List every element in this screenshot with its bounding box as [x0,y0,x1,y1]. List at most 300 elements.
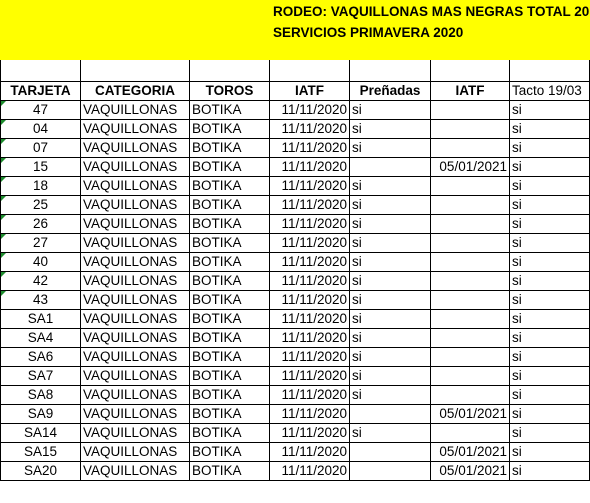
cell-tacto[interactable] [510,195,590,214]
error-indicator-icon[interactable] [1,196,6,201]
cell-tarjeta-value: SA7 [27,368,54,383]
cell-toros[interactable] [190,195,270,214]
cell-tacto[interactable] [510,214,590,233]
cell-categoria[interactable] [81,233,190,252]
cell-iatf[interactable] [270,233,350,252]
cell-tacto-value: si [512,121,522,136]
cell-tarjeta[interactable] [1,195,81,214]
cell-toros[interactable] [190,423,270,442]
cell-toros[interactable] [190,290,270,309]
cell-iatf-second[interactable] [431,347,510,366]
cell-tarjeta-value: 04 [32,121,49,136]
cell-categoria[interactable] [81,309,190,328]
cell-tarjeta-value: 25 [32,197,49,212]
cell-prenadas-value: si [352,121,362,136]
cell-categoria[interactable] [81,290,190,309]
cell-tacto[interactable] [510,138,590,157]
header-tarjeta[interactable]: TARJETA [1,81,81,100]
cell-iatf-value: 11/11/2020 [281,330,347,345]
cell-tacto-value: si [512,102,522,117]
cell-prenadas-value: si [352,387,362,402]
cell-prenadas[interactable] [350,271,431,290]
table-body [1,100,590,480]
error-indicator-icon[interactable] [1,101,6,106]
cell-toros[interactable] [190,100,270,119]
cell-categoria[interactable] [81,176,190,195]
cell-tacto-value: si [512,197,522,212]
cell-categoria-value: VAQUILLONAS [83,159,178,174]
cell-prenadas-value: si [352,311,362,326]
cell-prenadas[interactable] [350,157,431,176]
cell-iatf-second-value: 05/01/2021 [439,463,507,478]
cell-iatf-second[interactable] [431,366,510,385]
cell-toros[interactable] [190,214,270,233]
header-categoria[interactable]: CATEGORIA [81,81,190,100]
cell-iatf-second[interactable] [431,442,510,461]
cell-tarjeta-value: 07 [32,140,49,155]
table-row [1,328,590,347]
cell-toros-value: BOTIKA [192,349,242,364]
cell-prenadas[interactable] [350,252,431,271]
cell-tarjeta[interactable] [1,233,81,252]
error-indicator-icon[interactable] [1,158,6,163]
cell-tacto-value: si [512,349,522,364]
cell-prenadas-value: si [352,425,362,440]
cell-tacto[interactable] [510,423,590,442]
cell-tacto-value: si [512,311,522,326]
cell-tacto-value: si [512,273,522,288]
cell-tarjeta-value: 43 [32,292,49,307]
cell-categoria-value: VAQUILLONAS [83,311,178,326]
cell-categoria-value: VAQUILLONAS [83,425,178,440]
cell-tacto-value: si [512,444,522,459]
cell-toros[interactable] [190,385,270,404]
table-row [1,214,590,233]
cell-prenadas[interactable] [350,195,431,214]
cell-tarjeta[interactable] [1,366,81,385]
cell-tarjeta[interactable] [1,157,81,176]
cell-tarjeta[interactable] [1,328,81,347]
cell-prenadas[interactable] [350,347,431,366]
cell-toros-value: BOTIKA [192,159,242,174]
cell-toros[interactable] [190,176,270,195]
error-indicator-icon[interactable] [1,272,6,277]
cell-iatf[interactable] [270,176,350,195]
cell-tacto[interactable] [510,385,590,404]
cell-tarjeta[interactable] [1,252,81,271]
cell-toros-value: BOTIKA [192,406,242,421]
cell-toros-value: BOTIKA [192,292,242,307]
cell-iatf-value: 11/11/2020 [281,425,347,440]
cell-tarjeta-value: 27 [32,235,49,250]
cell-prenadas[interactable] [350,461,431,480]
cell-categoria[interactable] [81,271,190,290]
cell-iatf-value: 11/11/2020 [281,140,347,155]
cell-prenadas[interactable] [350,100,431,119]
cell-categoria-value: VAQUILLONAS [83,121,178,136]
cell-toros-value: BOTIKA [192,311,242,326]
table-row [1,100,590,119]
cell-categoria-value: VAQUILLONAS [83,368,178,383]
cell-toros[interactable] [190,366,270,385]
cell-iatf-second-value: 05/01/2021 [439,406,507,421]
cell-prenadas-value: si [352,273,362,288]
cell-tacto-value: si [512,216,522,231]
cell-categoria[interactable] [81,157,190,176]
empty-cell[interactable] [190,60,270,81]
error-indicator-icon[interactable] [1,177,6,182]
cell-iatf[interactable] [270,328,350,347]
cell-iatf[interactable] [270,404,350,423]
table-row [1,271,590,290]
cell-categoria[interactable] [81,214,190,233]
cell-iatf-second[interactable] [431,328,510,347]
cell-prenadas-value: si [352,216,362,231]
cell-tacto-value: si [512,463,522,478]
cell-toros-value: BOTIKA [192,140,242,155]
cell-tarjeta[interactable] [1,442,81,461]
cell-iatf[interactable] [270,385,350,404]
header-iatf[interactable]: IATF [270,81,350,100]
cell-tarjeta-value: SA6 [27,349,54,364]
cell-tarjeta-value: SA15 [23,444,58,459]
cell-tacto-value: si [512,140,522,155]
cell-iatf-second[interactable] [431,309,510,328]
cell-iatf-value: 11/11/2020 [281,178,347,193]
cell-iatf[interactable] [270,461,350,480]
cell-iatf[interactable] [270,157,350,176]
cell-tacto[interactable] [510,366,590,385]
cell-toros-value: BOTIKA [192,368,242,383]
cell-tacto[interactable] [510,271,590,290]
cell-iatf-value: 11/11/2020 [281,368,347,383]
cell-toros-value: BOTIKA [192,121,242,136]
cell-prenadas-value: si [352,178,362,193]
cell-categoria-value: VAQUILLONAS [83,140,178,155]
cell-iatf-second[interactable] [431,252,510,271]
cell-categoria-value: VAQUILLONAS [83,406,178,421]
cell-tarjeta-value: 47 [32,102,49,117]
cell-tarjeta-value: SA8 [27,387,54,402]
cell-toros[interactable] [190,252,270,271]
cell-iatf[interactable] [270,100,350,119]
cell-toros-value: BOTIKA [192,387,242,402]
cell-iatf[interactable] [270,309,350,328]
cell-iatf-value: 11/11/2020 [281,159,347,174]
cell-prenadas[interactable] [350,176,431,195]
blank-row [1,60,590,81]
cell-tacto-value: si [512,425,522,440]
cell-tarjeta[interactable] [1,385,81,404]
cell-toros[interactable] [190,138,270,157]
cell-iatf[interactable] [270,214,350,233]
cell-iatf[interactable] [270,366,350,385]
header-iatf-second[interactable]: IATF [431,81,510,100]
cell-categoria[interactable] [81,461,190,480]
cell-iatf-second[interactable] [431,423,510,442]
cell-toros[interactable] [190,404,270,423]
cell-prenadas[interactable] [350,138,431,157]
cell-tarjeta-value: 42 [32,273,49,288]
cell-tarjeta[interactable] [1,271,81,290]
cell-iatf-second[interactable] [431,290,510,309]
cell-iatf-value: 11/11/2020 [281,387,347,402]
cell-categoria-value: VAQUILLONAS [83,216,178,231]
cell-categoria[interactable] [81,347,190,366]
cell-tacto[interactable] [510,233,590,252]
cell-tacto-value: si [512,235,522,250]
cell-tacto-value: si [512,178,522,193]
cell-toros[interactable] [190,309,270,328]
cell-toros-value: BOTIKA [192,463,242,478]
cell-categoria[interactable] [81,404,190,423]
cell-iatf-second[interactable] [431,100,510,119]
cell-tarjeta[interactable] [1,347,81,366]
cell-categoria[interactable] [81,138,190,157]
header-prenadas[interactable]: Preñadas [350,81,431,100]
empty-cell[interactable] [431,60,510,81]
cell-categoria[interactable] [81,442,190,461]
cell-iatf[interactable] [270,138,350,157]
cell-prenadas-value: si [352,140,362,155]
cell-prenadas[interactable] [350,214,431,233]
cell-tacto-value: si [512,406,522,421]
cell-iatf-value: 11/11/2020 [281,292,347,307]
cell-prenadas[interactable] [350,328,431,347]
cell-tacto[interactable] [510,328,590,347]
cell-prenadas[interactable] [350,233,431,252]
empty-cell[interactable] [510,60,590,81]
error-indicator-icon[interactable] [1,291,6,296]
cell-iatf-second[interactable] [431,157,510,176]
cell-categoria-value: VAQUILLONAS [83,273,178,288]
title-banner [0,0,590,60]
cell-tarjeta[interactable] [1,404,81,423]
cell-tarjeta[interactable] [1,290,81,309]
table-row [1,119,590,138]
cell-tarjeta-value: SA9 [27,406,54,421]
cell-categoria-value: VAQUILLONAS [83,178,178,193]
cell-tarjeta[interactable] [1,176,81,195]
cell-prenadas[interactable] [350,309,431,328]
table-row [1,252,590,271]
cell-iatf[interactable] [270,423,350,442]
cell-toros-value: BOTIKA [192,444,242,459]
cell-prenadas[interactable] [350,119,431,138]
cell-toros[interactable] [190,233,270,252]
cell-iatf-second[interactable] [431,385,510,404]
cell-prenadas-value: si [352,330,362,345]
error-indicator-icon[interactable] [1,120,6,125]
cell-toros[interactable] [190,347,270,366]
cell-tacto[interactable] [510,404,590,423]
header-row [1,81,590,100]
cell-iatf[interactable] [270,119,350,138]
cell-iatf[interactable] [270,252,350,271]
cell-tacto-value: si [512,387,522,402]
header-tacto[interactable]: Tacto 19/03 [510,81,590,100]
cell-iatf-value: 11/11/2020 [281,311,347,326]
table-row [1,404,590,423]
cell-toros[interactable] [190,328,270,347]
cell-categoria[interactable] [81,385,190,404]
cell-categoria[interactable] [81,119,190,138]
table-row [1,442,590,461]
cell-toros-value: BOTIKA [192,197,242,212]
cell-iatf-second[interactable] [431,404,510,423]
table-row [1,423,590,442]
cell-categoria[interactable] [81,423,190,442]
cell-toros[interactable] [190,461,270,480]
cell-categoria-value: VAQUILLONAS [83,330,178,345]
cell-prenadas[interactable] [350,366,431,385]
cell-iatf-second[interactable] [431,271,510,290]
cell-categoria[interactable] [81,100,190,119]
cell-tarjeta[interactable] [1,309,81,328]
table-row [1,347,590,366]
cell-prenadas-value: si [352,102,362,117]
cell-tarjeta-value: SA1 [27,311,54,326]
cell-prenadas[interactable] [350,404,431,423]
cell-categoria-value: VAQUILLONAS [83,254,178,269]
cell-prenadas[interactable] [350,442,431,461]
error-indicator-icon[interactable] [1,215,6,220]
cell-iatf-second[interactable] [431,119,510,138]
cell-toros[interactable] [190,119,270,138]
cell-tacto-value: si [512,159,522,174]
cell-iatf-value: 11/11/2020 [281,349,347,364]
cell-prenadas[interactable] [350,423,431,442]
cell-prenadas-value: si [352,292,362,307]
cell-iatf-value: 11/11/2020 [281,254,347,269]
cell-tarjeta[interactable] [1,461,81,480]
cell-iatf-value: 11/11/2020 [281,235,347,250]
cell-categoria-value: VAQUILLONAS [83,292,178,307]
empty-cell[interactable] [350,60,431,81]
cell-categoria-value: VAQUILLONAS [83,444,178,459]
cell-categoria[interactable] [81,252,190,271]
cell-iatf-value: 11/11/2020 [281,102,347,117]
cell-toros-value: BOTIKA [192,330,242,345]
cell-tarjeta-value: SA4 [27,330,54,345]
empty-cell[interactable] [1,60,81,81]
table-row [1,290,590,309]
cell-toros-value: BOTIKA [192,102,242,117]
table-row [1,366,590,385]
table-row [1,176,590,195]
table-row [1,461,590,480]
cell-iatf-value: 11/11/2020 [281,444,347,459]
cell-iatf-second[interactable] [431,138,510,157]
cell-categoria[interactable] [81,195,190,214]
cell-iatf[interactable] [270,271,350,290]
cell-iatf-second[interactable] [431,461,510,480]
cell-iatf-value: 11/11/2020 [281,463,347,478]
cell-categoria-value: VAQUILLONAS [83,197,178,212]
cell-iatf-second[interactable] [431,176,510,195]
cell-toros[interactable] [190,271,270,290]
cell-tacto[interactable] [510,309,590,328]
error-indicator-icon[interactable] [1,234,6,239]
cell-toros-value: BOTIKA [192,254,242,269]
error-indicator-icon[interactable] [1,139,6,144]
cell-categoria[interactable] [81,328,190,347]
table-row [1,138,590,157]
cell-iatf[interactable] [270,290,350,309]
cell-tacto[interactable] [510,442,590,461]
cell-iatf[interactable] [270,442,350,461]
cell-toros-value: BOTIKA [192,273,242,288]
cell-tacto[interactable] [510,119,590,138]
cell-iatf-second-value: 05/01/2021 [439,159,507,174]
cell-iatf-value: 11/11/2020 [281,121,347,136]
cell-iatf-value: 11/11/2020 [281,406,347,421]
cell-prenadas-value: si [352,235,362,250]
cell-toros[interactable] [190,157,270,176]
table-row [1,157,590,176]
cell-tarjeta-value: 40 [32,254,49,269]
cell-iatf[interactable] [270,347,350,366]
cell-categoria-value: VAQUILLONAS [83,349,178,364]
table-row [1,309,590,328]
cell-prenadas[interactable] [350,385,431,404]
cell-prenadas[interactable] [350,290,431,309]
cell-toros-value: BOTIKA [192,216,242,231]
cell-categoria-value: VAQUILLONAS [83,463,178,478]
cell-tacto-value: si [512,330,522,345]
cell-tacto-value: si [512,254,522,269]
cell-tarjeta[interactable] [1,100,81,119]
cell-tarjeta[interactable] [1,138,81,157]
cell-tacto[interactable] [510,461,590,480]
empty-cell[interactable] [81,60,190,81]
cell-tacto[interactable] [510,157,590,176]
error-indicator-icon[interactable] [1,253,6,258]
cell-tacto[interactable] [510,347,590,366]
cell-iatf-second-value: 05/01/2021 [439,444,507,459]
cell-tarjeta-value: 26 [32,216,49,231]
cell-tacto[interactable] [510,100,590,119]
empty-cell[interactable] [270,60,350,81]
sheet-subtitle: SERVICIOS PRIMAVERA 2020 [273,25,464,40]
cattle-table [0,60,590,481]
cell-toros[interactable] [190,442,270,461]
cell-categoria[interactable] [81,366,190,385]
cell-tacto-value: si [512,292,522,307]
cell-categoria-value: VAQUILLONAS [83,235,178,250]
cell-categoria-value: VAQUILLONAS [83,102,178,117]
cell-tacto[interactable] [510,252,590,271]
cell-tarjeta[interactable] [1,423,81,442]
cell-iatf-second[interactable] [431,195,510,214]
cell-tacto-value: si [512,368,522,383]
cell-iatf[interactable] [270,195,350,214]
cell-tacto[interactable] [510,290,590,309]
cell-tarjeta[interactable] [1,119,81,138]
header-toros[interactable]: TOROS [190,81,270,100]
cell-prenadas-value: si [352,254,362,269]
cell-tarjeta[interactable] [1,214,81,233]
cell-tacto[interactable] [510,176,590,195]
cell-iatf-value: 11/11/2020 [281,273,347,288]
cell-prenadas-value: si [352,368,362,383]
table-row [1,233,590,252]
sheet-title: RODEO: VAQUILLONAS MAS NEGRAS TOTAL 20 [273,4,590,19]
cell-iatf-second[interactable] [431,233,510,252]
cell-iatf-value: 11/11/2020 [281,197,347,212]
cell-iatf-second[interactable] [431,214,510,233]
cell-toros-value: BOTIKA [192,425,242,440]
